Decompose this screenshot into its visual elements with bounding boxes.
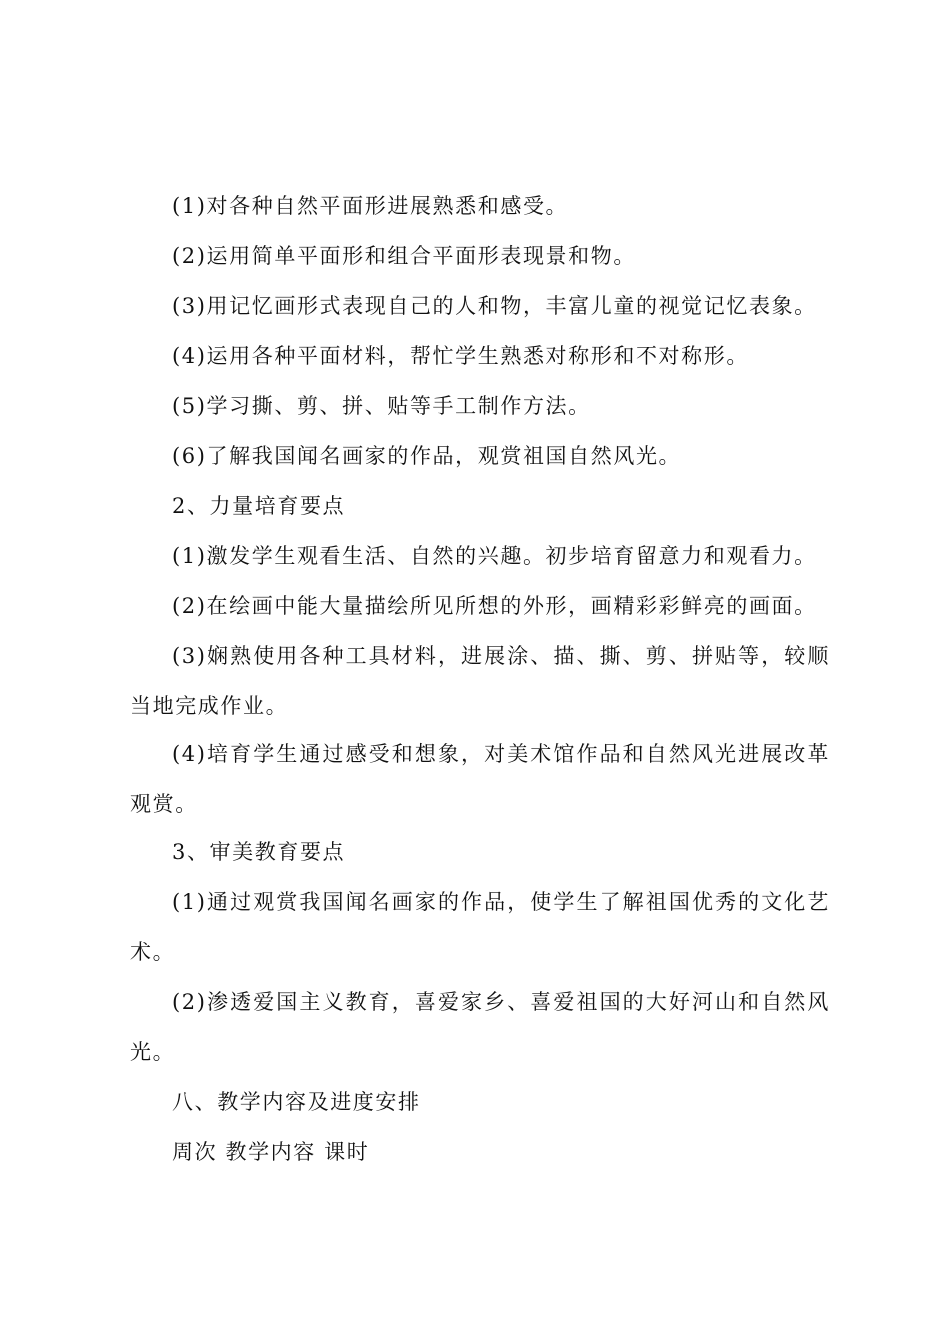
paragraph-7: (1)激发学生观看生活、自然的兴趣。初步培育留意力和观看力。 [172,544,817,568]
paragraph-12: (2)渗透爱国主义教育，喜爱家乡、喜爱祖国的大好河山和自然风光。 [130,990,830,1064]
table-header-line: 周次 教学内容 课时 [172,1140,370,1164]
section-heading-8: 八、教学内容及进度安排 [172,1090,421,1114]
section-heading-2: 2、力量培育要点 [172,494,346,518]
paragraph-4: (4)运用各种平面材料，帮忙学生熟悉对称形和不对称形。 [172,344,749,368]
paragraph-3: (3)用记忆画形式表现自己的人和物，丰富儿童的视觉记忆表象。 [172,294,817,318]
section-heading-3: 3、审美教育要点 [172,840,346,864]
paragraph-6: (6)了解我国闻名画家的作品，观赏祖国自然风光。 [172,444,682,468]
paragraph-10: (4)培育学生通过感受和想象，对美术馆作品和自然风光进展改革观赏。 [130,742,830,816]
paragraph-9: (3)娴熟使用各种工具材料，进展涂、描、撕、剪、拼贴等，较顺当地完成作业。 [130,644,830,718]
paragraph-11: (1)通过观赏我国闻名画家的作品，使学生了解祖国优秀的文化艺术。 [130,890,830,964]
paragraph-5: (5)学习撕、剪、拼、贴等手工制作方法。 [172,394,591,418]
paragraph-2: (2)运用简单平面形和组合平面形表现景和物。 [172,244,636,268]
paragraph-8: (2)在绘画中能大量描绘所见所想的外形，画精彩彩鲜亮的画面。 [172,594,817,618]
paragraph-1: (1)对各种自然平面形进展熟悉和感受。 [172,194,569,218]
